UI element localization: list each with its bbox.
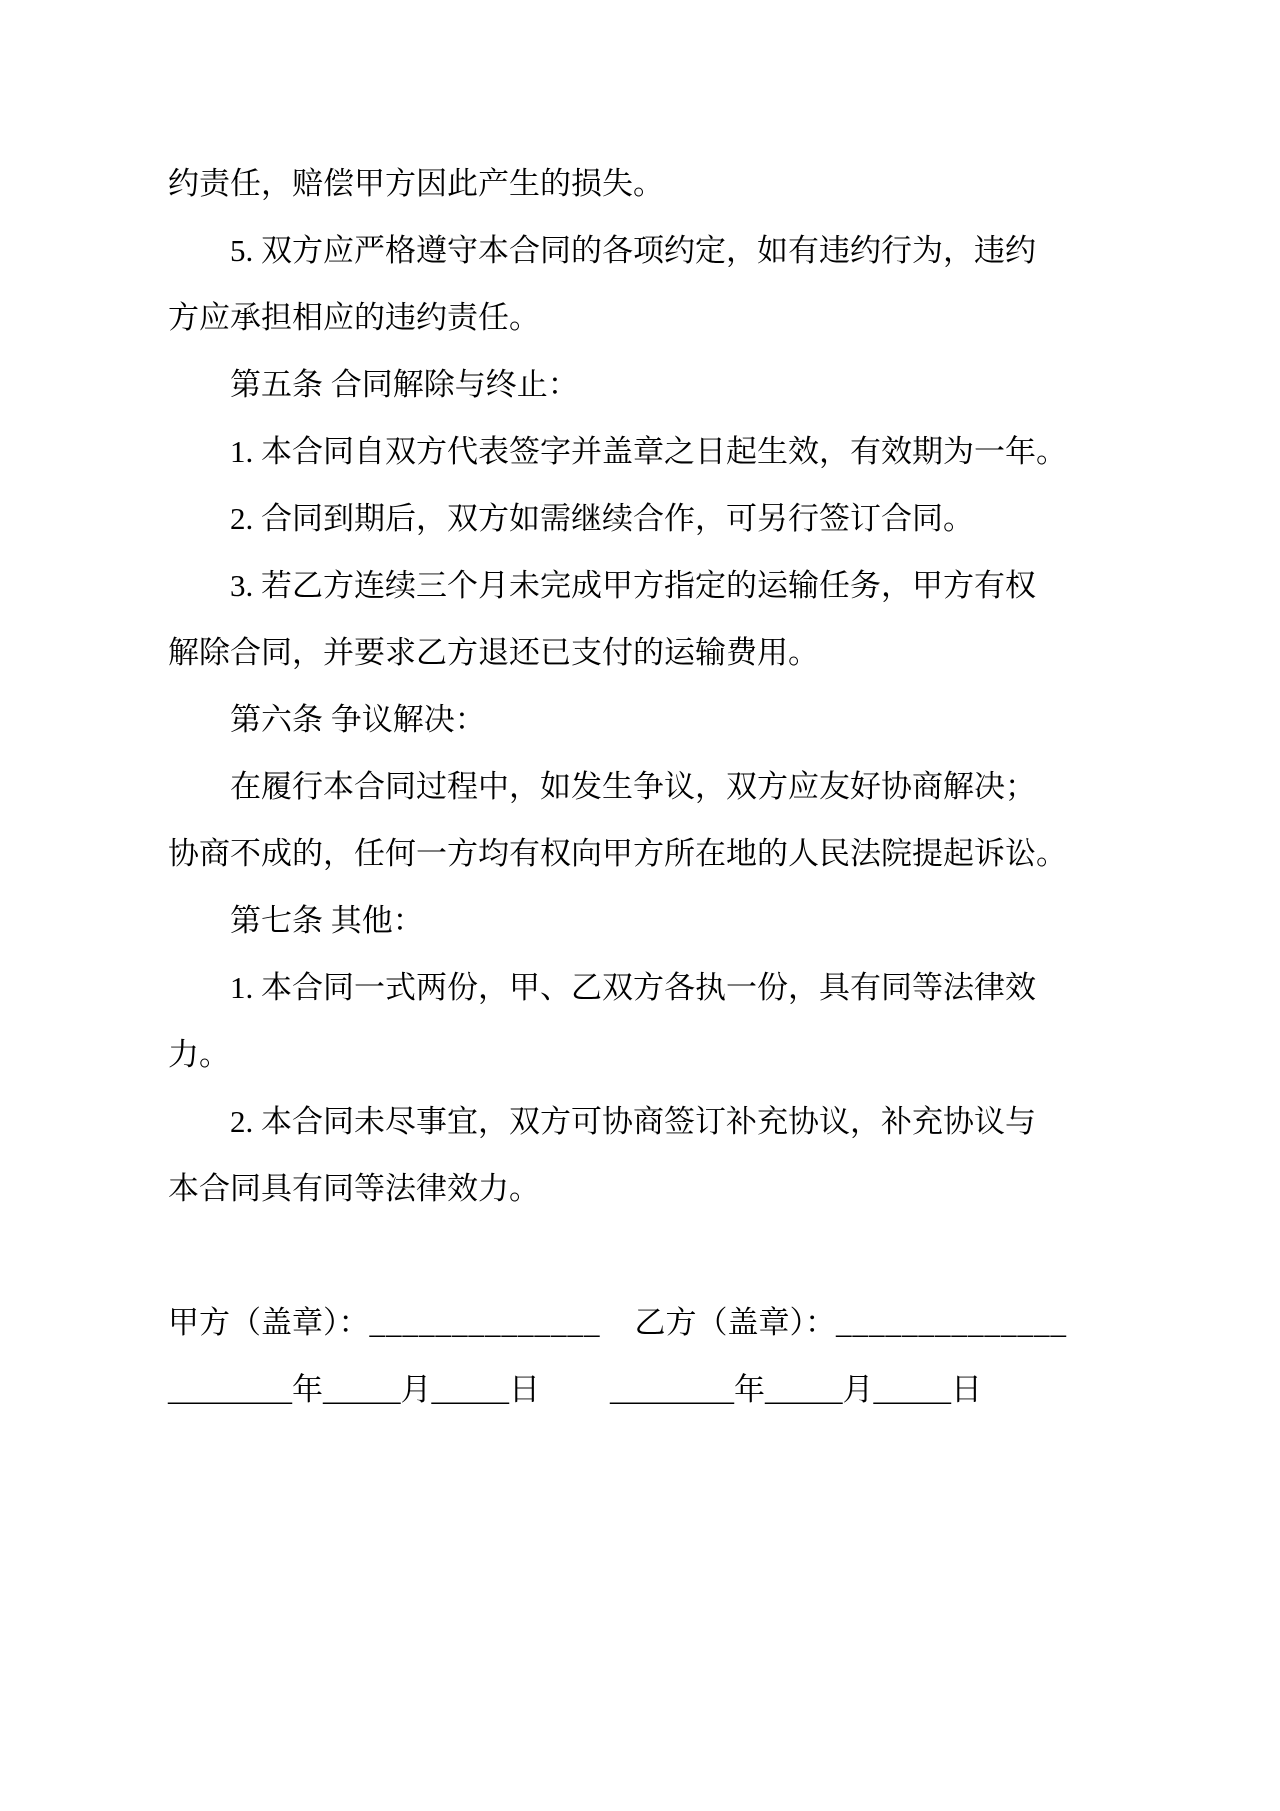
document-line: 第七条 其他：	[230, 903, 424, 938]
document-line: 1. 本合同自双方代表签字并盖章之日起生效，有效期为一年。	[230, 434, 1067, 469]
document-line: 协商不成的，任何一方均有权向甲方所在地的人民法院提起诉讼。	[168, 836, 1067, 871]
document-line: 方应承担相应的违约责任。	[168, 300, 540, 335]
document-line: 约责任，赔偿甲方因此产生的损失。	[168, 166, 664, 201]
document-line: 解除合同，并要求乙方退还已支付的运输费用。	[168, 635, 819, 670]
party-a-seal-label: 甲方（盖章）：	[168, 1305, 370, 1340]
document-line: 1. 本合同一式两份，甲、乙双方各执一份，具有同等法律效	[230, 970, 1036, 1005]
document-line: 2. 本合同未尽事宜，双方可协商签订补充协议，补充协议与	[230, 1104, 1036, 1139]
party-a-date-line: ________年_____月_____日	[168, 1372, 540, 1407]
date-block	[168, 1356, 1110, 1423]
document-line: 5. 双方应严格遵守本合同的各项约定，如有违约行为，违约	[230, 233, 1036, 268]
document-line: 本合同具有同等法律效力。	[168, 1171, 540, 1206]
contract-body	[168, 150, 1110, 1222]
document-line: 3. 若乙方连续三个月未完成甲方指定的运输任务，甲方有权	[230, 568, 1036, 603]
party-a-blank-line: ______________	[369, 1305, 601, 1340]
party-b-date-line: ________年_____月_____日	[610, 1372, 982, 1407]
document-line: 第五条 合同解除与终止：	[230, 367, 579, 402]
blank-line	[168, 1222, 1110, 1289]
party-b-blank-line: ______________	[836, 1305, 1067, 1340]
party-b-seal-label: 乙方（盖章）：	[634, 1305, 836, 1340]
document-line: 第六条 争议解决：	[230, 702, 486, 737]
signature-block	[168, 1289, 1110, 1356]
document-line: 在履行本合同过程中，如发生争议，双方应友好协商解决；	[230, 769, 1036, 804]
document-line: 2. 合同到期后，双方如需继续合作，可另行签订合同。	[230, 501, 974, 536]
document-line: 力。	[168, 1037, 230, 1072]
